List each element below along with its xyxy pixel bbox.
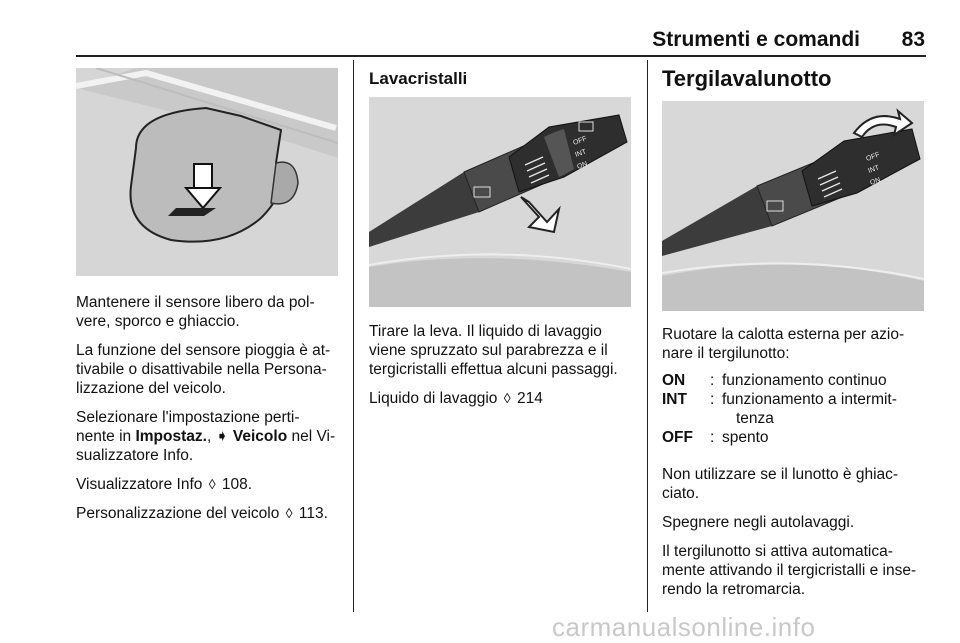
- col1-p4-text: Visualizzatore Info: [76, 476, 207, 493]
- col1-p3-line1: Selezionare l'impostazione perti-: [76, 409, 300, 426]
- col1-p5-text: Personalizzazione del veicolo: [76, 505, 284, 522]
- column-divider-2: [647, 60, 648, 612]
- lever-label-int: INT: [574, 148, 588, 159]
- def-desc-off: spento: [722, 429, 769, 446]
- col2-text: [369, 322, 641, 418]
- page-ref-icon: ◊: [503, 390, 511, 406]
- def-desc-on: funzionamento continuo: [722, 372, 887, 389]
- col1-paragraph-5: [76, 504, 346, 523]
- col1-p3-sep: ,: [206, 428, 216, 445]
- col2-p1-line2: viene spruzzato sul parabrezza e il: [369, 342, 608, 359]
- def-term-on: ON: [662, 372, 686, 389]
- col1-p2-line3: lizzazione del veicolo.: [76, 380, 226, 397]
- def-row-off: [662, 428, 930, 447]
- rear-lever-label-int: INT: [867, 164, 881, 175]
- def-colon: :: [710, 372, 715, 389]
- col3-p1-line2: nare il tergilunotto:: [662, 345, 790, 362]
- header-rule: [76, 55, 926, 57]
- vehicle-menu-link: Veicolo: [232, 428, 288, 445]
- col3-paragraph-1: [662, 325, 930, 363]
- rear-wiper-lever-icon: [662, 101, 924, 311]
- col2-p1-line1: Tirare la leva. Il liquido di lavaggio: [369, 323, 602, 340]
- lever-label-off: OFF: [572, 135, 588, 147]
- rear-lever-label-on: ON: [869, 176, 882, 187]
- page-number: 83: [901, 28, 925, 51]
- def-term-int: INT: [662, 391, 687, 408]
- col3-p1-line1: Ruotare la calotta esterna per azio-: [662, 326, 905, 343]
- col2-paragraph-1: [369, 322, 641, 379]
- col3-p2-line1: Non utilizzare se il lunotto è ghiac-: [662, 466, 899, 483]
- def-colon: :: [710, 391, 715, 408]
- col1-p3-pre: nente in: [76, 428, 136, 445]
- def-term-off: OFF: [662, 429, 693, 446]
- col1-p2-line2: tivabile o disattivabile nella Persona-: [76, 361, 327, 378]
- wiper-lever-icon: [369, 97, 631, 307]
- page-ref-icon: ◊: [208, 476, 216, 492]
- page-ref-icon: ◊: [285, 505, 293, 521]
- col2-p2-text: Liquido di lavaggio: [369, 390, 502, 407]
- col1-p1-line2: vere, sporco e ghiaccio.: [76, 313, 240, 330]
- col1-p3-post: nel Vi-: [287, 428, 336, 445]
- col3-p4-line1: Il tergilunotto si attiva automatica-: [662, 543, 893, 560]
- col3-paragraph-2: [662, 465, 930, 503]
- rear-lever-label-off: OFF: [865, 151, 881, 163]
- page-header-title: Strumenti e comandi: [652, 28, 860, 51]
- col3-p4-line3: rendo la retromarcia.: [662, 581, 806, 598]
- col2-paragraph-2: [369, 389, 641, 408]
- col3-p4-line2: mente attivando il tergicristalli e inse-: [662, 562, 917, 579]
- watermark: carmanualsonline.info: [552, 612, 816, 642]
- def-colon: :: [710, 429, 715, 446]
- col1-p3-line3: sualizzatore Info.: [76, 447, 194, 464]
- def-row-on: [662, 371, 930, 390]
- washer-lever-figure: [369, 97, 631, 307]
- def-row-int: [662, 390, 930, 428]
- col1-text: [76, 293, 346, 533]
- col1-p2-line1: La funzione del sensore pioggia è at-: [76, 342, 331, 359]
- rear-wiper-figure: [662, 101, 924, 311]
- def-desc-int: [722, 390, 930, 428]
- rain-sensor-figure: [76, 68, 338, 276]
- column-divider-1: [353, 60, 354, 612]
- col3-paragraph-4: [662, 542, 930, 599]
- col1-p1-line1: Mantenere il sensore libero da pol-: [76, 294, 315, 311]
- mode-definition-list: [662, 371, 930, 447]
- page-ref-113[interactable]: 113.: [298, 505, 328, 522]
- section-title-lavacristalli: Lavacristalli: [369, 69, 468, 88]
- rain-sensor-icon: [76, 68, 338, 276]
- def-desc-int-line1: funzionamento a intermit-: [722, 391, 897, 408]
- def-desc-int-line2: tenza: [736, 410, 774, 427]
- col2-p1-line3: tergicristalli effettua alcuni passaggi.: [369, 361, 618, 378]
- col3-text: [662, 325, 930, 609]
- col1-paragraph-1: [76, 293, 346, 331]
- lever-label-on: ON: [576, 160, 589, 171]
- menu-arrow-icon: ➧: [215, 428, 229, 445]
- page-ref-214[interactable]: 214: [516, 390, 543, 407]
- col3-paragraph-3: [662, 513, 930, 532]
- col1-paragraph-2: [76, 341, 346, 398]
- page-ref-108[interactable]: 108.: [221, 476, 253, 493]
- col1-paragraph-4: [76, 475, 346, 494]
- col3-p2-line2: ciato.: [662, 485, 700, 502]
- section-title-tergilavalunotto: Tergilavalunotto: [662, 66, 832, 91]
- settings-menu-link: Impostaz.: [135, 428, 207, 445]
- col1-paragraph-3: [76, 408, 346, 465]
- col3-p3: Spegnere negli autolavaggi.: [662, 514, 855, 531]
